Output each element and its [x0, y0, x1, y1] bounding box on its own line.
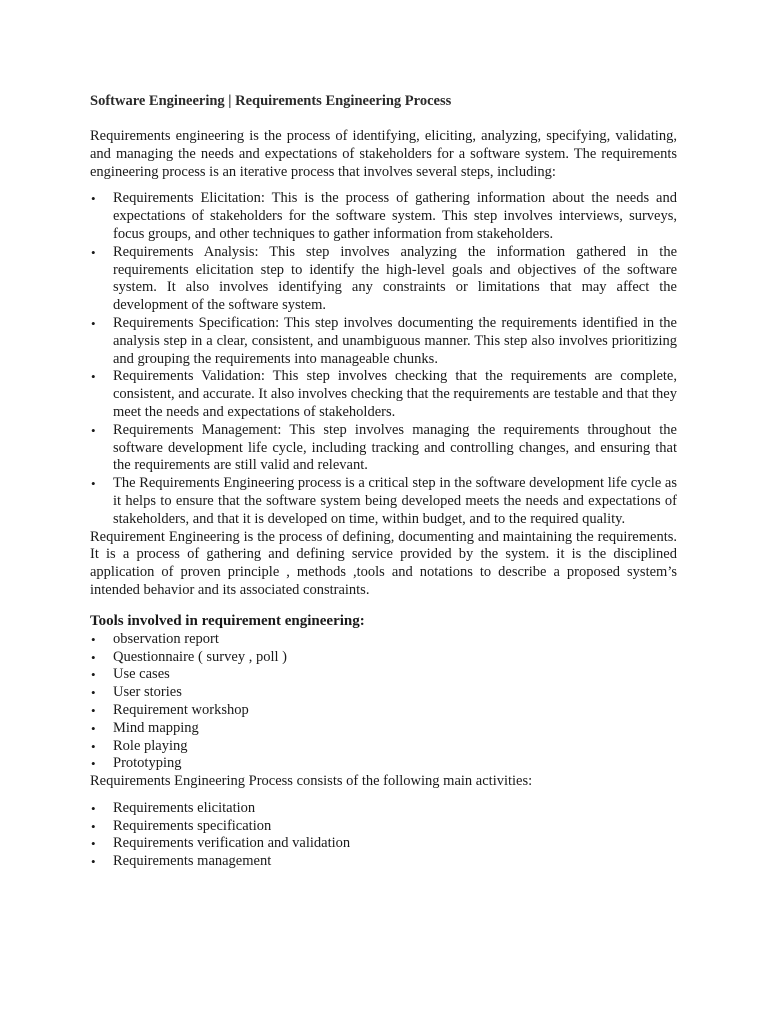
- bullet-icon: •: [91, 836, 96, 852]
- bullet-icon: •: [91, 422, 96, 438]
- steps-list: [90, 190, 677, 528]
- tool-text: User stories: [113, 684, 182, 701]
- activities-list: [90, 800, 677, 871]
- tool-text: Use cases: [113, 666, 170, 683]
- list-item: [90, 835, 677, 853]
- page-title: Software Engineering | Requirements Engineering Process: [90, 93, 452, 109]
- tool-text: Requirement workshop: [113, 701, 249, 718]
- activity-text: Requirements verification and validation: [113, 835, 351, 852]
- step-text: The Requirements Engineering process is a critical step in the software development life cycle as it helps to ensure that the software system being developed meets the needs and expectations of stakeholders, and that it is developed on time, within budget, and to the required quality.: [113, 475, 677, 527]
- bullet-icon: •: [91, 702, 96, 718]
- list-item: [90, 684, 677, 702]
- bullet-icon: •: [91, 315, 96, 331]
- bullet-icon: •: [91, 720, 96, 736]
- bullet-icon: •: [91, 800, 96, 816]
- step-text: Requirements Validation: This step involves checking that the requirements are complete, consistent, and accurate. It also involves checking that the requirements are testable and that they meet the needs and expectations of stakeholders.: [113, 368, 677, 420]
- list-item: [90, 853, 677, 871]
- list-item: [90, 190, 677, 243]
- list-item: [90, 755, 677, 773]
- bullet-icon: •: [91, 854, 96, 870]
- bullet-icon: •: [91, 685, 96, 701]
- list-item: [90, 422, 677, 475]
- list-item: [90, 666, 677, 684]
- bullet-icon: •: [91, 476, 96, 492]
- bullet-icon: •: [91, 667, 96, 683]
- definition-paragraph: Requirement Engineering is the process of defining, documenting and maintaining the requirements. It is a process of gathering and defining service provided by the system. it is the disciplined application of proven principle , methods ,tools and notations to describe a proposed system’s intended behavior and its associated constraints.: [90, 528, 677, 598]
- list-item: [90, 738, 677, 756]
- bullet-icon: •: [91, 649, 96, 665]
- tool-text: Mind mapping: [113, 719, 199, 736]
- step-text: Requirements Elicitation: This is the process of gathering information about the needs and expectations of stakeholders for the software system. This step involves interviews, surveys, focus groups, and other techniques to gather information from stakeholders.: [113, 190, 677, 242]
- list-item: [90, 244, 677, 315]
- step-text: Requirements Management: This step involves managing the requirements throughout the software development life cycle, including tracking and controlling changes, and ensuring that the requirements are still valid and relevant.: [113, 421, 677, 474]
- step-text: Requirements Specification: This step involves documenting the requirements identified in the analysis step in a clear, consistent, and unambiguous manner. This step also involves prioritizing and grouping the requirements into manageable chunks.: [113, 314, 677, 367]
- list-item: [90, 720, 677, 738]
- bullet-icon: •: [91, 191, 96, 207]
- bullet-icon: •: [91, 738, 96, 754]
- tool-text: Questionnaire ( survey , poll ): [113, 648, 287, 665]
- bullet-icon: •: [91, 756, 96, 772]
- tool-text: observation report: [113, 630, 219, 647]
- list-item: [90, 702, 677, 720]
- list-item: [90, 631, 677, 649]
- bullet-icon: •: [91, 244, 96, 260]
- document-body: [90, 92, 677, 871]
- activity-text: Requirements management: [113, 853, 272, 870]
- list-item: [90, 475, 677, 528]
- activity-text: Requirements elicitation: [113, 799, 256, 816]
- bullet-icon: •: [91, 369, 96, 385]
- list-item: [90, 368, 677, 421]
- activities-intro: Requirements Engineering Process consists of the following main activities:: [90, 773, 533, 790]
- bullet-icon: •: [91, 631, 96, 647]
- tools-list: [90, 631, 677, 773]
- list-item: [90, 649, 677, 667]
- tools-heading: Tools involved in requirement engineering:: [90, 612, 365, 629]
- tool-text: Role playing: [113, 737, 188, 754]
- list-item: [90, 800, 677, 818]
- tool-text: Prototyping: [113, 755, 182, 772]
- bullet-icon: •: [91, 818, 96, 834]
- list-item: [90, 818, 677, 836]
- list-item: [90, 315, 677, 368]
- activity-text: Requirements specification: [113, 817, 272, 834]
- intro-paragraph: Requirements engineering is the process of identifying, eliciting, analyzing, specifying, validating, and managing the needs and expectations of stakeholders for a software system. The requirements engineering process is an iterative process that involves several steps, including:: [90, 128, 677, 180]
- step-text: Requirements Analysis: This step involves analyzing the information gathered in the requirements elicitation step to identify the high-level goals and objectives of the software system. It also involves identifying any constraints or limitations that may affect the development of the software system.: [113, 243, 677, 314]
